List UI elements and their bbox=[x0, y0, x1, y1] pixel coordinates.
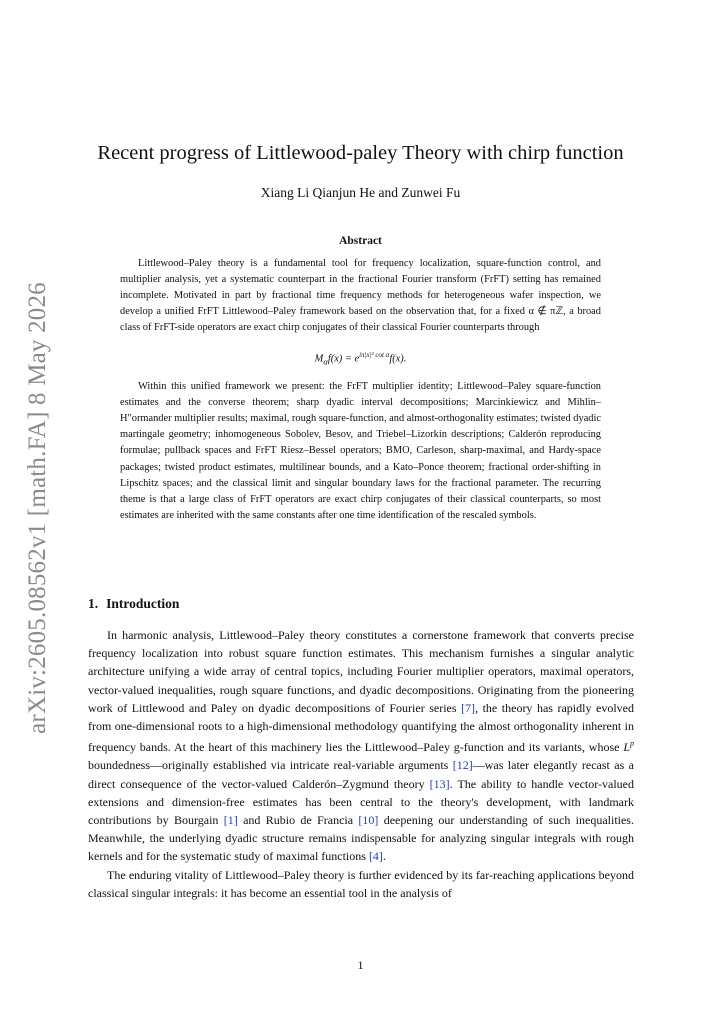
equation-subscript: α bbox=[323, 357, 328, 368]
arxiv-stamp bbox=[18, 282, 58, 734]
equation-rhs: f(x). bbox=[389, 353, 407, 365]
equation-exponent: iπ|x|² cot α bbox=[359, 351, 390, 360]
text-run: —was later elegantly recast as a direct consequence of the vector-valued Calderón–Zygmund theory bbox=[88, 758, 634, 791]
abstract-paragraph-1: Littlewood–Paley theory is a fundamental tool for frequency localization, square-function control, and multiplier analysis, yet a systematic counterpart in the fractional Fourier transform (FrFT) setting has remained incomplete. Motivated in part by fractional time frequency methods for heterogeneous wafer inspection, we develop a unified FrFT Littlewood–Paley framework based on the observation that, for a fixed α ∉ πℤ, a broad class of FrFT-side operators are exact chirp conjugates of their classical Fourier counterparts through bbox=[120, 258, 601, 334]
body-paragraph-2: The enduring vitality of Littlewood–Paley theory is further evidenced by its far-reaching applications beyond classical singular integrals: it has become an essential tool in the analysis of bbox=[88, 867, 634, 900]
equation-mid: f(x) = e bbox=[327, 353, 360, 365]
citation-link[interactable]: [4] bbox=[368, 849, 383, 864]
section-title: Introduction bbox=[106, 596, 180, 611]
text-run: and Rubio de Francia bbox=[237, 813, 359, 828]
paper-title: Recent progress of Littlewood-paley Theory with chirp function bbox=[97, 142, 624, 164]
abstract-body bbox=[120, 256, 601, 524]
body-paragraph-1 bbox=[88, 626, 634, 866]
section-heading bbox=[88, 596, 179, 612]
citation-link[interactable]: [10] bbox=[358, 813, 379, 828]
paper-authors: Xiang Li Qianjun He and Zunwei Fu bbox=[260, 185, 461, 200]
lp-symbol: L bbox=[623, 740, 630, 755]
citation-link[interactable]: [7] bbox=[461, 700, 476, 715]
text-run: , the theory has rapidly evolved from one-dimensional roots to a high-dimensional methodology quantifying the almost orthogonality inherent in frequency bands. At the heart of this machinery lies the Littlewood–Paley g-function and its variants, whose bbox=[88, 700, 634, 755]
body-text bbox=[88, 626, 634, 902]
text-run: . bbox=[382, 849, 386, 864]
text-run: deepening our understanding of such inequalities. Meanwhile, the underlying dyadic structure remains indispensable for analyzing singular integrals with rough kernels and for the systematic study of maximal functions bbox=[88, 813, 634, 864]
section-number: 1. bbox=[88, 596, 99, 611]
text-run: . The ability to handle vector-valued extensions and dimension-free estimates has been central to the theory's development, with landmark contributions by Bourgain bbox=[88, 776, 634, 828]
abstract-equation bbox=[120, 347, 601, 370]
text-run: In harmonic analysis, Littlewood–Paley theory constitutes a cornerstone framework that converts precise frequency localization into robust square function estimates. This mechanism furnishes a singular analytic architecture unifying a wide array of central topics, including Fourier multiplier operators, maximal operators, vector-valued inequalities, rough square functions, and dyadic decompositions. Originating from the pioneering work of Littlewood and Paley on dyadic decompositions of Fourier series bbox=[88, 628, 634, 715]
text-run: boundedness—originally established via intricate real-variable arguments bbox=[88, 758, 453, 773]
page-number: 1 bbox=[357, 958, 364, 972]
abstract-paragraph-2: Within this unified framework we present: the FrFT multiplier identity; Littlewood–Paley square-function estimates and the converse theorem; sharp dyadic interval decompositions; Marcinkiewicz and Mihlin–H"ormander multiplier results; maximal, rough square-function, and almost-orthogonality estimates; twisted dyadic martingale geometry; inhomogeneous Sobolev, Besov, and Triebel–Lizorkin descriptions; Calderón reproducing formulae; pullback spaces and FrFT Riesz–Bessel operators; BMO, Carleson, sharp-maximal, and Hardy-space packages; twisted product estimates, multilinear bounds, and a Kato–Ponce theorem; fractional order-shifting in Lipschitz spaces; and the classical limit and singular boundary laws for the fractional parameter. The recurring theme is that a large class of FrFT operators are exact chirp conjugates of their classical counterparts, so most estimates are inherited with the same constants after one time identification of the rescaled symbols. bbox=[120, 381, 601, 521]
arxiv-id: arXiv:2605.08562v1 [math.FA] 8 May 2026 bbox=[24, 282, 52, 734]
citation-link[interactable]: [1] bbox=[223, 813, 238, 828]
abstract-heading: Abstract bbox=[339, 235, 382, 247]
equation-lhs: M bbox=[314, 353, 324, 365]
citation-link[interactable]: [13] bbox=[429, 776, 450, 791]
lp-exponent: p bbox=[630, 739, 634, 749]
citation-link[interactable]: [12] bbox=[452, 758, 473, 773]
